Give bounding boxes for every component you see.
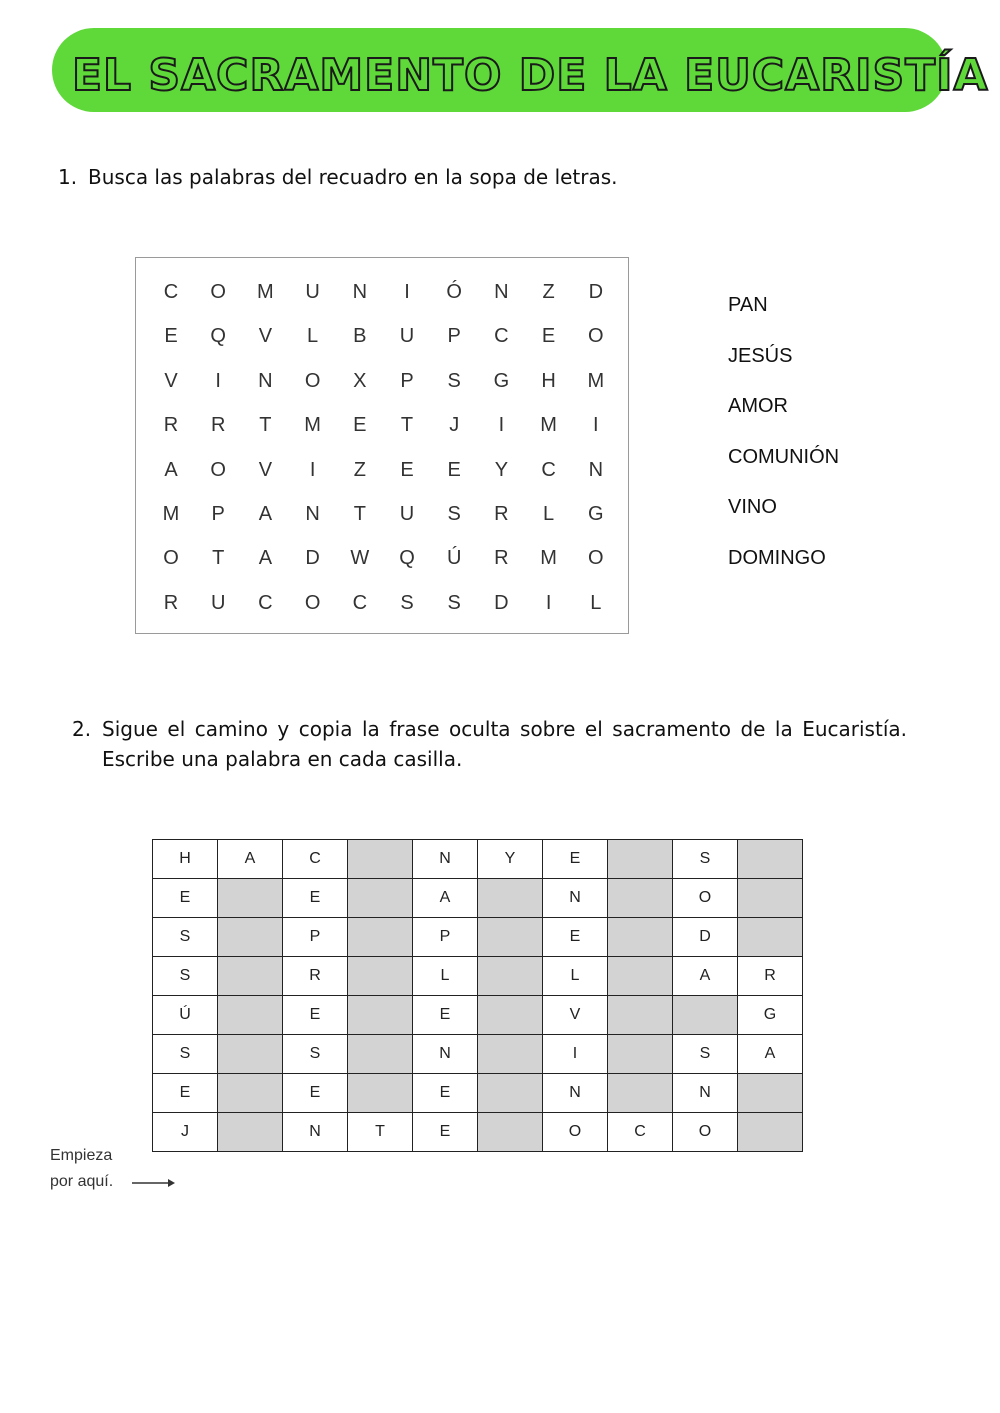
path-grid-cell[interactable]: E (153, 1074, 218, 1113)
word-list-item: COMUNIÓN (728, 445, 840, 468)
path-grid-row (153, 957, 803, 996)
word-search-letter[interactable]: J (449, 414, 460, 437)
path-grid-cell[interactable] (348, 840, 413, 879)
word-search-letter[interactable]: I (309, 458, 316, 481)
word-search-letter[interactable]: S (447, 591, 461, 614)
word-search-letter[interactable]: E (541, 325, 556, 348)
word-search-letter[interactable]: R (163, 414, 179, 437)
path-grid-row (153, 1035, 803, 1074)
word-search-letter[interactable]: I (215, 369, 221, 392)
word-search-letter[interactable]: Ó (446, 281, 462, 303)
word-search-letter[interactable]: N (258, 369, 273, 392)
word-search-letter[interactable]: Q (399, 547, 415, 570)
word-search-letter[interactable]: N (588, 458, 604, 481)
path-grid-cell[interactable]: C (608, 1113, 673, 1152)
path-grid-cell[interactable]: L (543, 957, 608, 996)
path-grid-cell[interactable]: O (673, 1113, 738, 1152)
path-grid-cell[interactable]: E (413, 1113, 478, 1152)
start-label-line-1: Empieza (50, 1147, 113, 1164)
word-search-letter[interactable]: P (211, 503, 225, 525)
path-grid-cell[interactable] (348, 879, 413, 918)
path-grid-cell[interactable]: L (413, 957, 478, 996)
path-grid-cell[interactable] (218, 879, 283, 918)
word-search-letter[interactable]: M (587, 369, 605, 392)
path-grid-cell[interactable] (608, 957, 673, 996)
word-search-letter[interactable]: O (588, 325, 604, 348)
path-grid-cell[interactable] (738, 879, 803, 918)
path-grid-cell[interactable] (218, 1074, 283, 1113)
word-search-letter[interactable]: I (545, 591, 552, 614)
word-search-letter[interactable]: O (588, 547, 604, 570)
path-grid-cell[interactable] (478, 1113, 543, 1152)
word-search-letter[interactable]: V (258, 325, 273, 348)
word-search-letter[interactable]: H (541, 369, 556, 392)
word-search-letter[interactable]: V (164, 369, 178, 392)
word-search-letter[interactable]: X (353, 369, 367, 392)
word-search-letter[interactable]: C (541, 458, 556, 481)
word-search-letter[interactable]: U (399, 325, 415, 348)
word-search-letter[interactable]: D (588, 281, 604, 303)
word-search-letter[interactable]: A (164, 458, 178, 481)
path-grid-cell[interactable] (218, 1035, 283, 1074)
word-search-letter[interactable]: U (399, 503, 415, 525)
path-grid-cell[interactable]: R (738, 957, 803, 996)
path-grid-cell[interactable]: R (283, 957, 348, 996)
word-search-letter[interactable]: Y (494, 458, 509, 481)
word-search-letter[interactable]: P (447, 325, 461, 348)
path-grid-cell[interactable] (608, 996, 673, 1035)
path-grid-cell[interactable] (348, 1074, 413, 1113)
word-search-letter[interactable]: G (588, 503, 604, 525)
path-grid-cell[interactable]: E (543, 840, 608, 879)
path-grid-cell[interactable]: A (413, 879, 478, 918)
word-search-letter[interactable]: U (305, 281, 320, 303)
word-search-letter[interactable]: N (494, 281, 509, 303)
path-grid-cell[interactable]: G (738, 996, 803, 1035)
path-grid-cell[interactable]: C (283, 840, 348, 879)
path-grid-cell[interactable] (478, 1035, 543, 1074)
word-search-letter[interactable]: R (494, 547, 509, 570)
word-list-item: VINO (728, 496, 777, 518)
word-search-letter[interactable]: R (163, 591, 179, 614)
path-grid-cell[interactable] (348, 957, 413, 996)
word-search-letter[interactable]: A (258, 547, 273, 570)
path-grid-cell[interactable]: D (673, 918, 738, 957)
path-grid-cell[interactable]: A (218, 840, 283, 879)
word-list-item: DOMINGO (728, 546, 826, 569)
path-grid-cell[interactable] (478, 918, 543, 957)
path-grid-cell[interactable]: N (673, 1074, 738, 1113)
path-grid-cell[interactable] (478, 996, 543, 1035)
path-grid-cell[interactable] (348, 1035, 413, 1074)
word-search-letter[interactable]: O (163, 547, 179, 570)
path-grid-cell[interactable]: Y (478, 840, 543, 879)
word-search-letter[interactable]: E (164, 325, 178, 348)
word-search-letter[interactable]: M (304, 414, 321, 437)
start-label (50, 1143, 140, 1195)
word-search-letter[interactable]: S (447, 369, 461, 392)
word-search-letter[interactable]: L (543, 503, 555, 525)
path-grid-cell[interactable]: E (283, 1074, 348, 1113)
word-search-letter[interactable]: O (304, 369, 321, 392)
word-search-letter[interactable]: V (258, 458, 273, 481)
word-search-letter[interactable]: M (540, 414, 557, 437)
path-grid-cell[interactable]: S (153, 918, 218, 957)
word-search-letter[interactable]: A (258, 503, 273, 525)
word-search-letter[interactable]: Z (353, 458, 366, 481)
path-grid-cell[interactable]: I (543, 1035, 608, 1074)
path-grid-cell[interactable]: E (153, 879, 218, 918)
arrow-right-icon (132, 1176, 176, 1190)
path-grid-cell[interactable] (218, 996, 283, 1035)
word-search-letter[interactable]: O (210, 281, 226, 303)
path-grid-cell[interactable] (738, 1074, 803, 1113)
word-search-letter[interactable]: T (212, 547, 225, 570)
word-search-letter[interactable]: T (353, 503, 366, 525)
path-grid-cell[interactable] (738, 840, 803, 879)
path-grid-cell[interactable] (608, 879, 673, 918)
path-grid-cell[interactable]: N (413, 840, 478, 879)
path-grid-cell[interactable] (218, 1113, 283, 1152)
instruction-2-text: Sigue el camino y copia la frase oculta sobre el sacramento de la Eucaristía. Escribe una palabra en cada casilla. (102, 717, 907, 771)
word-search-letter[interactable]: I (593, 414, 599, 437)
path-grid-cell[interactable]: S (153, 957, 218, 996)
word-search-letter[interactable]: N (352, 281, 368, 303)
word-search-letter[interactable]: Z (542, 281, 555, 303)
path-grid-cell[interactable] (348, 996, 413, 1035)
path-grid-row (153, 1113, 803, 1152)
word-search-letter[interactable]: C (352, 591, 368, 614)
path-grid-cell[interactable]: P (283, 918, 348, 957)
path-grid-cell[interactable]: N (543, 1074, 608, 1113)
word-search-letter[interactable]: D (305, 547, 320, 570)
path-grid-cell[interactable]: E (283, 879, 348, 918)
word-search-letter[interactable]: C (258, 591, 273, 614)
word-search-letter[interactable]: S (447, 503, 461, 525)
path-grid-cell[interactable]: N (413, 1035, 478, 1074)
instruction-1 (58, 162, 758, 192)
path-grid-cell[interactable] (738, 918, 803, 957)
path-grid-cell[interactable] (608, 918, 673, 957)
word-search-letter[interactable]: O (210, 458, 226, 481)
path-grid-cell[interactable] (478, 1074, 543, 1113)
word-search-letter[interactable]: L (590, 591, 602, 614)
instruction-2-number: 2. (72, 717, 92, 741)
path-grid-cell[interactable] (738, 1113, 803, 1152)
path-grid-row (153, 996, 803, 1035)
path-grid-cell[interactable]: S (673, 840, 738, 879)
word-search-letter[interactable]: T (259, 414, 272, 437)
path-grid-cell[interactable] (478, 879, 543, 918)
path-grid-cell[interactable]: S (673, 1035, 738, 1074)
start-label-line-2: por aquí. (50, 1173, 114, 1190)
path-grid-cell[interactable]: H (153, 840, 218, 879)
path-grid-row (153, 918, 803, 957)
path-grid-cell[interactable]: S (153, 1035, 218, 1074)
word-search-letter[interactable]: B (353, 325, 367, 348)
path-grid-cell[interactable]: E (413, 996, 478, 1035)
word-list-item: AMOR (728, 395, 788, 417)
word-search-letter[interactable]: T (400, 414, 414, 437)
word-search-letter[interactable]: C (163, 281, 179, 303)
path-grid-cell[interactable]: A (738, 1035, 803, 1074)
word-list-item: JESÚS (728, 344, 793, 367)
word-search-letter[interactable]: L (307, 325, 319, 348)
path-grid-cell[interactable]: T (348, 1113, 413, 1152)
path-grid-cell[interactable]: P (413, 918, 478, 957)
path-grid-cell[interactable]: E (283, 996, 348, 1035)
path-grid-cell[interactable]: S (283, 1035, 348, 1074)
word-list-item: PAN (728, 294, 768, 316)
path-grid-cell[interactable] (608, 1035, 673, 1074)
word-search-letter[interactable]: E (353, 414, 367, 437)
path-grid-cell[interactable]: E (543, 918, 608, 957)
word-search-letter[interactable]: G (493, 369, 510, 392)
path-grid-cell[interactable]: J (153, 1113, 218, 1152)
word-search-letter[interactable]: M (540, 547, 557, 570)
word-search-grid[interactable] (135, 257, 629, 634)
path-grid-cell[interactable]: E (413, 1074, 478, 1113)
instruction-2 (72, 714, 907, 774)
word-search-letter[interactable]: C (494, 325, 509, 348)
path-grid-cell[interactable]: N (543, 879, 608, 918)
path-grid-cell[interactable] (608, 840, 673, 879)
word-search-letter[interactable]: E (447, 458, 461, 481)
path-grid-cell[interactable] (218, 957, 283, 996)
word-search-letter[interactable]: E (400, 458, 414, 481)
word-search-letter[interactable]: U (210, 591, 226, 614)
word-search-letter[interactable]: I (498, 414, 505, 437)
word-search-letter[interactable]: R (494, 503, 509, 525)
path-grid-row (153, 1074, 803, 1113)
path-grid-cell[interactable]: Ú (153, 996, 218, 1035)
path-grid-cell[interactable]: V (543, 996, 608, 1035)
path-grid-row (153, 840, 803, 879)
word-search-letter[interactable]: I (404, 281, 410, 303)
path-grid-cell[interactable]: N (283, 1113, 348, 1152)
path-grid-cell[interactable]: O (543, 1113, 608, 1152)
word-search-letter[interactable]: S (400, 591, 414, 614)
path-grid-cell[interactable]: A (673, 957, 738, 996)
path-grid-row (153, 879, 803, 918)
word-search-letter[interactable]: P (400, 369, 414, 392)
path-grid-cell[interactable]: O (673, 879, 738, 918)
word-search-letter[interactable]: Q (210, 325, 226, 348)
path-grid[interactable] (152, 839, 803, 1152)
word-search-letter[interactable]: Ú (446, 547, 462, 570)
instruction-1-number: 1. (58, 165, 78, 189)
path-grid-cell[interactable] (673, 996, 738, 1035)
word-search-letter[interactable]: N (305, 503, 320, 525)
path-grid-cell[interactable] (218, 918, 283, 957)
word-search-letter[interactable]: M (257, 281, 274, 303)
word-search-letter[interactable]: R (210, 414, 226, 437)
word-search-letter[interactable]: O (304, 591, 321, 614)
word-search-letter[interactable]: D (494, 591, 509, 614)
instruction-1-text: Busca las palabras del recuadro en la sopa de letras. (88, 165, 618, 189)
word-search-letter[interactable]: M (162, 503, 180, 525)
path-grid-cell[interactable] (478, 957, 543, 996)
path-grid-cell[interactable] (608, 1074, 673, 1113)
path-grid-cell[interactable] (348, 918, 413, 957)
page-title: EL SACRAMENTO DE LA EUCARISTÍA (72, 50, 989, 101)
word-search-letter[interactable]: W (350, 547, 370, 570)
